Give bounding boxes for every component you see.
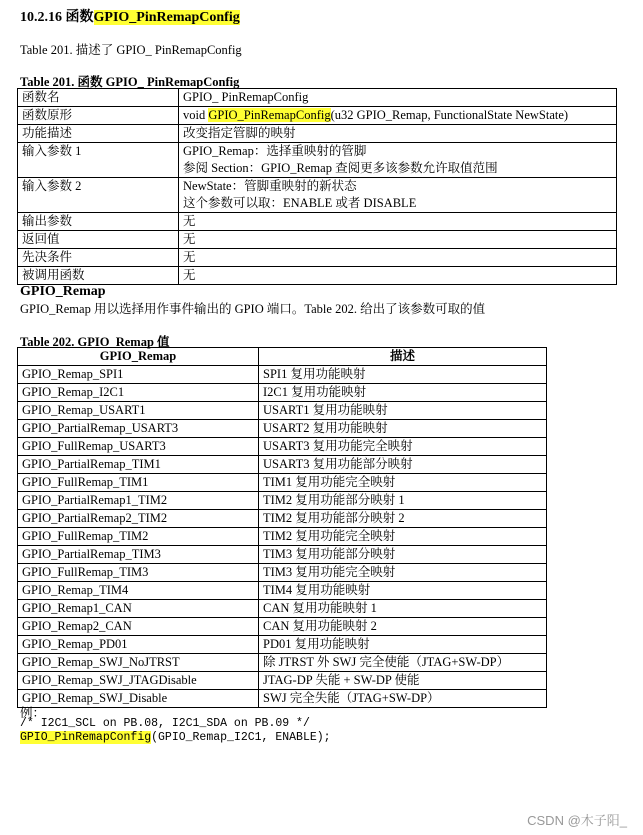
row-value [179, 125, 617, 143]
table-row [18, 618, 547, 636]
header-gpio-remap: GPIO_Remap [18, 348, 259, 366]
remap-desc-cell: CAN 复用功能映射 2 [259, 618, 547, 636]
row-value [179, 178, 617, 213]
remap-desc-cell: TIM1 复用功能完全映射 [259, 474, 547, 492]
remap-name-cell: GPIO_PartialRemap_TIM1 [18, 456, 259, 474]
table202-caption: Table 202. GPIO_Remap 值 [20, 335, 170, 349]
row-key: 先决条件 [18, 249, 179, 267]
table-row [18, 107, 617, 125]
remap-name-cell: GPIO_PartialRemap_USART3 [18, 420, 259, 438]
remap-desc-cell: I2C1 复用功能映射 [259, 384, 547, 402]
remap-name-cell: GPIO_FullRemap_USART3 [18, 438, 259, 456]
watermark: CSDN @木子阳_ [527, 813, 627, 828]
table-row [18, 510, 547, 528]
remap-name-cell: GPIO_PartialRemap_TIM3 [18, 546, 259, 564]
prototype-name: GPIO_PinRemapConfig [208, 108, 331, 122]
remap-name-cell: GPIO_Remap_SPI1 [18, 366, 259, 384]
remap-name-cell: GPIO_Remap1_CAN [18, 600, 259, 618]
table-row [18, 636, 547, 654]
intro-text: Table 201. 描述了 GPIO_ PinRemapConfig [20, 43, 242, 57]
table-row [18, 492, 547, 510]
table-row [18, 582, 547, 600]
remap-name-cell: GPIO_Remap_USART1 [18, 402, 259, 420]
table-row [18, 402, 547, 420]
row-key: 函数原形 [18, 107, 179, 125]
row-value [179, 89, 617, 107]
row-value [179, 143, 617, 178]
remap-name-cell: GPIO_FullRemap_TIM1 [18, 474, 259, 492]
example-label: 例： [20, 706, 46, 720]
table-row [18, 213, 617, 231]
remap-desc-cell: TIM2 复用功能部分映射 2 [259, 510, 547, 528]
remap-name-cell: GPIO_Remap_SWJ_JTAGDisable [18, 672, 259, 690]
param-title: GPIO_Remap [20, 284, 106, 299]
remap-desc-cell: SWJ 完全失能（JTAG+SW-DP） [259, 690, 547, 708]
row-key: 被调用函数 [18, 267, 179, 285]
remap-desc-cell: USART3 复用功能部分映射 [259, 456, 547, 474]
value-line: 参阅 Section：GPIO_Remap 查阅更多该参数允许取值范围 [183, 161, 498, 175]
table-row [18, 546, 547, 564]
section-prefix: 函数 [65, 10, 94, 25]
table-row [18, 89, 617, 107]
row-value [179, 231, 617, 249]
table-row [18, 366, 547, 384]
table-row [18, 690, 547, 708]
table-row [18, 528, 547, 546]
row-value [179, 213, 617, 231]
remap-name-cell: GPIO_PartialRemap2_TIM2 [18, 510, 259, 528]
remap-desc-cell: USART3 复用功能完全映射 [259, 438, 547, 456]
table-row [18, 654, 547, 672]
table-row [18, 564, 547, 582]
remap-name-cell: GPIO_FullRemap_TIM2 [18, 528, 259, 546]
table-row [18, 231, 617, 249]
section-function-name: GPIO_PinRemapConfig [93, 10, 240, 25]
remap-desc-cell: TIM2 复用功能完全映射 [259, 528, 547, 546]
table-row [18, 125, 617, 143]
row-key: 功能描述 [18, 125, 179, 143]
remap-desc-cell: CAN 复用功能映射 1 [259, 600, 547, 618]
remap-desc-cell: TIM4 复用功能映射 [259, 582, 547, 600]
remap-name-cell: GPIO_Remap_SWJ_Disable [18, 690, 259, 708]
remap-name-cell: GPIO_PartialRemap1_TIM2 [18, 492, 259, 510]
remap-desc-cell: TIM3 复用功能部分映射 [259, 546, 547, 564]
row-value [179, 267, 617, 285]
value-line: 无 [183, 250, 196, 264]
remap-values-table [17, 347, 547, 708]
table-row [18, 178, 617, 213]
row-key: 函数名 [18, 89, 179, 107]
table-row [18, 143, 617, 178]
remap-desc-cell: TIM3 复用功能完全映射 [259, 564, 547, 582]
value-line: GPIO_Remap：选择重映射的管脚 [183, 144, 367, 158]
row-key: 输入参数 2 [18, 178, 179, 213]
row-key: 输出参数 [18, 213, 179, 231]
remap-name-cell: GPIO_Remap_PD01 [18, 636, 259, 654]
value-line: NewState：管脚重映射的新状态 [183, 179, 357, 193]
row-value [179, 249, 617, 267]
table-row [18, 267, 617, 285]
remap-desc-cell: 除 JTRST 外 SWJ 完全使能（JTAG+SW-DP） [259, 654, 547, 672]
value-line: 无 [183, 214, 196, 228]
value-line: 无 [183, 268, 196, 282]
remap-desc-cell: SPI1 复用功能映射 [259, 366, 547, 384]
remap-desc-cell: TIM2 复用功能部分映射 1 [259, 492, 547, 510]
remap-name-cell: GPIO_Remap_TIM4 [18, 582, 259, 600]
example-call [20, 731, 331, 744]
prototype-prefix: void [183, 108, 209, 122]
row-value [179, 107, 617, 125]
table-row [18, 672, 547, 690]
remap-desc-cell: USART2 复用功能映射 [259, 420, 547, 438]
section-number: 10.2.16 [20, 10, 62, 25]
section-heading [20, 6, 240, 26]
remap-name-cell: GPIO_Remap_SWJ_NoJTRST [18, 654, 259, 672]
remap-name-cell: GPIO_FullRemap_TIM3 [18, 564, 259, 582]
value-line: GPIO_ PinRemapConfig [183, 90, 309, 104]
table-row [18, 384, 547, 402]
header-description: 描述 [259, 348, 547, 366]
table-header-row [18, 348, 547, 366]
prototype-suffix: (u32 GPIO_Remap, FunctionalState NewState) [330, 108, 569, 122]
row-key: 输入参数 1 [18, 143, 179, 178]
remap-desc-cell: JTAG-DP 失能 + SW-DP 使能 [259, 672, 547, 690]
table-row [18, 249, 617, 267]
example-comment: /* I2C1_SCL on PB.08, I2C1_SDA on PB.09 */ [20, 717, 310, 730]
table-row [18, 600, 547, 618]
function-info-table [17, 88, 617, 285]
remap-name-cell: GPIO_Remap_I2C1 [18, 384, 259, 402]
param-description: GPIO_Remap 用以选择用作事件输出的 GPIO 端口。Table 202. 给出了该参数可取的值 [20, 302, 486, 316]
example-call-name: GPIO_PinRemapConfig [20, 731, 152, 744]
table-row [18, 420, 547, 438]
table201-caption: Table 201. 函数 GPIO_ PinRemapConfig [20, 75, 240, 89]
value-line: 无 [183, 232, 196, 246]
remap-name-cell: GPIO_Remap2_CAN [18, 618, 259, 636]
table-row [18, 474, 547, 492]
table-row [18, 456, 547, 474]
row-key: 返回值 [18, 231, 179, 249]
table-row [18, 438, 547, 456]
value-line: 这个参数可以取：ENABLE 或者 DISABLE [183, 196, 417, 210]
remap-desc-cell: USART1 复用功能映射 [259, 402, 547, 420]
example-call-args: (GPIO_Remap_I2C1, ENABLE); [151, 731, 331, 744]
remap-desc-cell: PD01 复用功能映射 [259, 636, 547, 654]
value-line: 改变指定管脚的映射 [183, 126, 296, 140]
